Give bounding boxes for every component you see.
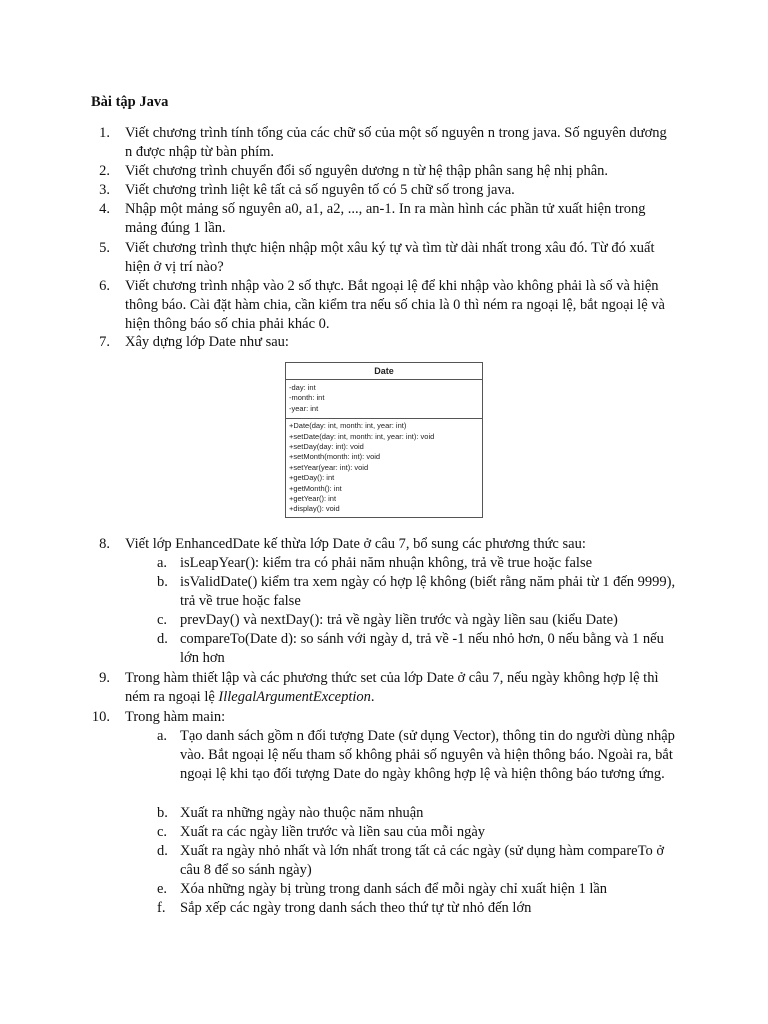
item-text: Viết chương trình liệt kê tất cả số nguyên tố có 5 chữ số trong java. [125,182,515,198]
operation: +setMonth(month: int): void [289,452,381,462]
sub-item-letter: d. [157,843,168,859]
sub-item-letter: c. [157,612,168,628]
operation: +getYear(): int [289,494,337,504]
sub-item-text: Tạo danh sách gồm n đối tượng Date (sử dụng Vector), thông tin do người dùng nhập vào. Bắt ngoại lệ nếu tham số không phải số nguyên và hiện thông báo. Ngoài ra, bắt ngoại lệ khi tạo đối tượng Date do ngày không hợp lệ và hiện thông báo tương ứng. [180,728,675,782]
sub-item-text: Xóa những ngày bị trùng trong danh sách để mỗi ngày chỉ xuất hiện 1 lần [180,881,608,897]
item-text: Trong hàm main: [125,709,226,725]
attribute: -day: int [289,383,316,392]
operation: +setDay(day: int): void [289,442,364,452]
item-number: 9. [99,670,110,686]
item-text: Viết chương trình thực hiện nhập một xâu ký tự và tìm từ dài nhất trong xâu đó. Từ đó xuất hiện ở vị trí nào? [125,240,655,275]
sub-item-text: Xuất ra những ngày nào thuộc năm nhuận [180,805,424,821]
operation: +setYear(year: int): void [289,462,369,472]
sub-item-letter: e. [157,881,168,897]
item-number: 6. [99,278,110,294]
item-text: Viết lớp EnhancedDate kế thừa lớp Date ở câu 7, bổ sung các phương thức sau: [125,536,586,552]
item-number: 2. [99,163,110,179]
class-attributes [286,380,482,419]
item-text-main: Trong hàm thiết lập và các phương thức set của lớp Date ở câu 7, nếu ngày không hợp lệ thì ném ra ngoại lệ [125,670,659,705]
sub-item-letter: b. [157,574,168,590]
item-text-end: . [370,689,375,705]
item-number: 4. [99,201,110,217]
sub-item-text: prevDay() và nextDay(): trả về ngày liền trước và ngày liền sau (kiểu Date) [180,612,618,628]
operation: +getDay(): int [289,473,335,483]
attribute: -year: int [289,403,319,413]
item-text: Viết chương trình nhập vào 2 số thực. Bắt ngoại lệ để khi nhập vào không phải là số và hiện thông báo. Cài đặt hàm chia, cần kiểm tra nếu số chia là 0 thì ném ra ngoại lệ, bắt ngoại lệ và hiện thông báo số chia phải khác 0. [125,278,665,332]
sub-item-text: Xuất ra ngày nhỏ nhất và lớn nhất trong tất cả các ngày (sử dụng hàm compareTo ở câu 8 để so sánh ngày) [180,843,665,878]
item-number: 10. [91,709,110,725]
sub-item-letter: d. [157,631,168,647]
operation: +display(): void [289,504,340,514]
class-operations [286,419,482,517]
item-text [125,669,670,707]
sub-item-text: isValidDate() kiểm tra xem ngày có hợp lệ không (biết rằng năm phải từ 1 đến 9999), trả về true hoặc false [180,574,676,609]
sub-item-letter: c. [157,824,168,840]
sub-item-letter: a. [157,555,168,571]
item-text: Viết chương trình chuyển đổi số nguyên dương n từ hệ thập phân sang hệ nhị phân. [125,163,609,179]
item-number: 7. [99,334,110,350]
item-number: 3. [99,182,110,198]
operation: +Date(day: int, month: int, year: int) [289,421,407,431]
item-number: 1. [99,125,110,141]
item-number: 5. [99,240,110,256]
sub-item-text: compareTo(Date d): so sánh với ngày d, trả về -1 nếu nhỏ hơn, 0 nếu bằng và 1 nếu lớn hơn [180,631,664,666]
sub-item-letter: b. [157,805,168,821]
class-name: Date [286,363,482,380]
operation: +getMonth(): int [289,483,342,493]
document-title: Bài tập Java [91,94,169,110]
sub-item-text: Xuất ra các ngày liền trước và liền sau của mỗi ngày [180,824,486,840]
operation: +setDate(day: int, month: int, year: int): void [289,431,435,441]
sub-item-text: Sắp xếp các ngày trong danh sách theo thứ tự từ nhỏ đến lớn [180,900,532,916]
item-text: Xây dựng lớp Date như sau: [125,334,289,350]
item-text: Nhập một mảng số nguyên a0, a1, a2, ..., an-1. In ra màn hình các phần tử xuất hiện trong mảng đúng 1 lần. [125,201,646,236]
sub-item-text: isLeapYear(): kiểm tra có phải năm nhuận không, trả về true hoặc false [180,555,593,571]
sub-item-letter: f. [157,900,166,916]
item-text: Viết chương trình tính tổng của các chữ số của một số nguyên n trong java. Số nguyên dương n được nhập từ bàn phím. [125,125,667,160]
sub-item-letter: a. [157,728,168,744]
date-class-diagram [285,362,483,518]
item-number: 8. [99,536,110,552]
exception-name: IllegalArgumentException [218,689,371,705]
attribute: -month: int [289,393,325,403]
